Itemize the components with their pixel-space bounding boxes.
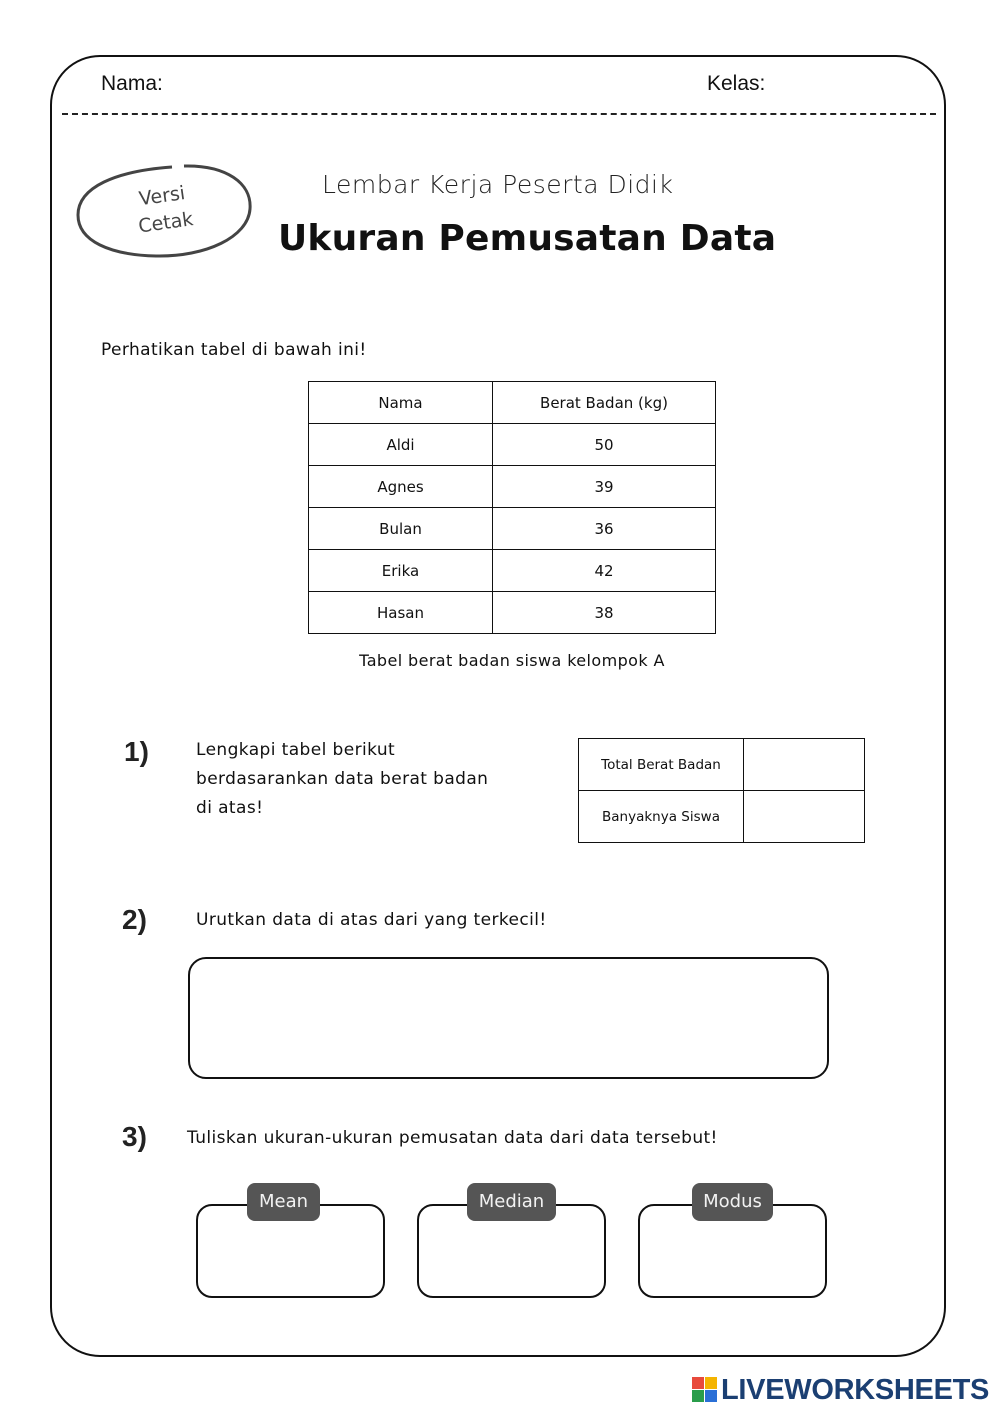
cell-name: Agnes bbox=[309, 466, 493, 508]
cell-name: Erika bbox=[309, 550, 493, 592]
cell-weight: 36 bbox=[493, 508, 716, 550]
total-weight-answer[interactable] bbox=[744, 739, 865, 791]
mode-tag: Modus bbox=[692, 1183, 773, 1221]
cell-weight: 39 bbox=[493, 466, 716, 508]
print-version-badge bbox=[76, 163, 252, 255]
liveworksheets-logo-text: LIVEWORKSHEETS bbox=[721, 1374, 990, 1406]
question-1-line-2: berdasarankan data berat badan bbox=[196, 769, 489, 789]
header-cell-weight: Berat Badan (kg) bbox=[493, 382, 716, 424]
table-header-row bbox=[309, 382, 716, 424]
header-divider bbox=[62, 113, 936, 115]
table-row bbox=[579, 791, 865, 843]
question-3-text: Tuliskan ukuran-ukuran pemusatan data dari data tersebut! bbox=[187, 1128, 718, 1148]
sorted-data-answer-box[interactable] bbox=[188, 957, 829, 1079]
cell-weight: 38 bbox=[493, 592, 716, 634]
table-row bbox=[309, 424, 716, 466]
weight-table bbox=[308, 381, 716, 634]
summary-table bbox=[578, 738, 865, 843]
header-cell-name: Nama bbox=[309, 382, 493, 424]
cell-name: Aldi bbox=[309, 424, 493, 466]
question-2-text: Urutkan data di atas dari yang terkecil! bbox=[196, 910, 547, 930]
liveworksheets-logo-icon bbox=[692, 1377, 718, 1403]
instruction-text: Perhatikan tabel di bawah ini! bbox=[101, 340, 367, 360]
cell-weight: 42 bbox=[493, 550, 716, 592]
table-row bbox=[309, 592, 716, 634]
question-3-number: 3) bbox=[122, 1121, 147, 1152]
worksheet-subtitle: Lembar Kerja Peserta Didik bbox=[322, 170, 674, 199]
table-caption: Tabel berat badan siswa kelompok A bbox=[359, 651, 665, 670]
table-row bbox=[309, 550, 716, 592]
question-1-line-1: Lengkapi tabel berikut bbox=[196, 740, 396, 760]
cell-weight: 50 bbox=[493, 424, 716, 466]
table-row bbox=[579, 739, 865, 791]
question-2-number: 2) bbox=[122, 904, 147, 935]
mean-tag: Mean bbox=[247, 1183, 320, 1221]
question-1-line-3: di atas! bbox=[196, 798, 264, 818]
cell-name: Hasan bbox=[309, 592, 493, 634]
class-label: Kelas: bbox=[707, 72, 766, 95]
badge-line-2: Cetak bbox=[137, 208, 195, 238]
total-weight-label: Total Berat Badan bbox=[579, 739, 744, 791]
student-count-label: Banyaknya Siswa bbox=[579, 791, 744, 843]
median-tag: Median bbox=[467, 1183, 556, 1221]
badge-line-1: Versi bbox=[137, 182, 187, 211]
cell-name: Bulan bbox=[309, 508, 493, 550]
worksheet-title: Ukuran Pemusatan Data bbox=[278, 218, 777, 259]
question-1-text bbox=[196, 736, 488, 823]
table-row bbox=[309, 508, 716, 550]
table-row bbox=[309, 466, 716, 508]
student-count-answer[interactable] bbox=[744, 791, 865, 843]
name-label: Nama: bbox=[101, 72, 163, 95]
question-1-number: 1) bbox=[124, 736, 149, 767]
